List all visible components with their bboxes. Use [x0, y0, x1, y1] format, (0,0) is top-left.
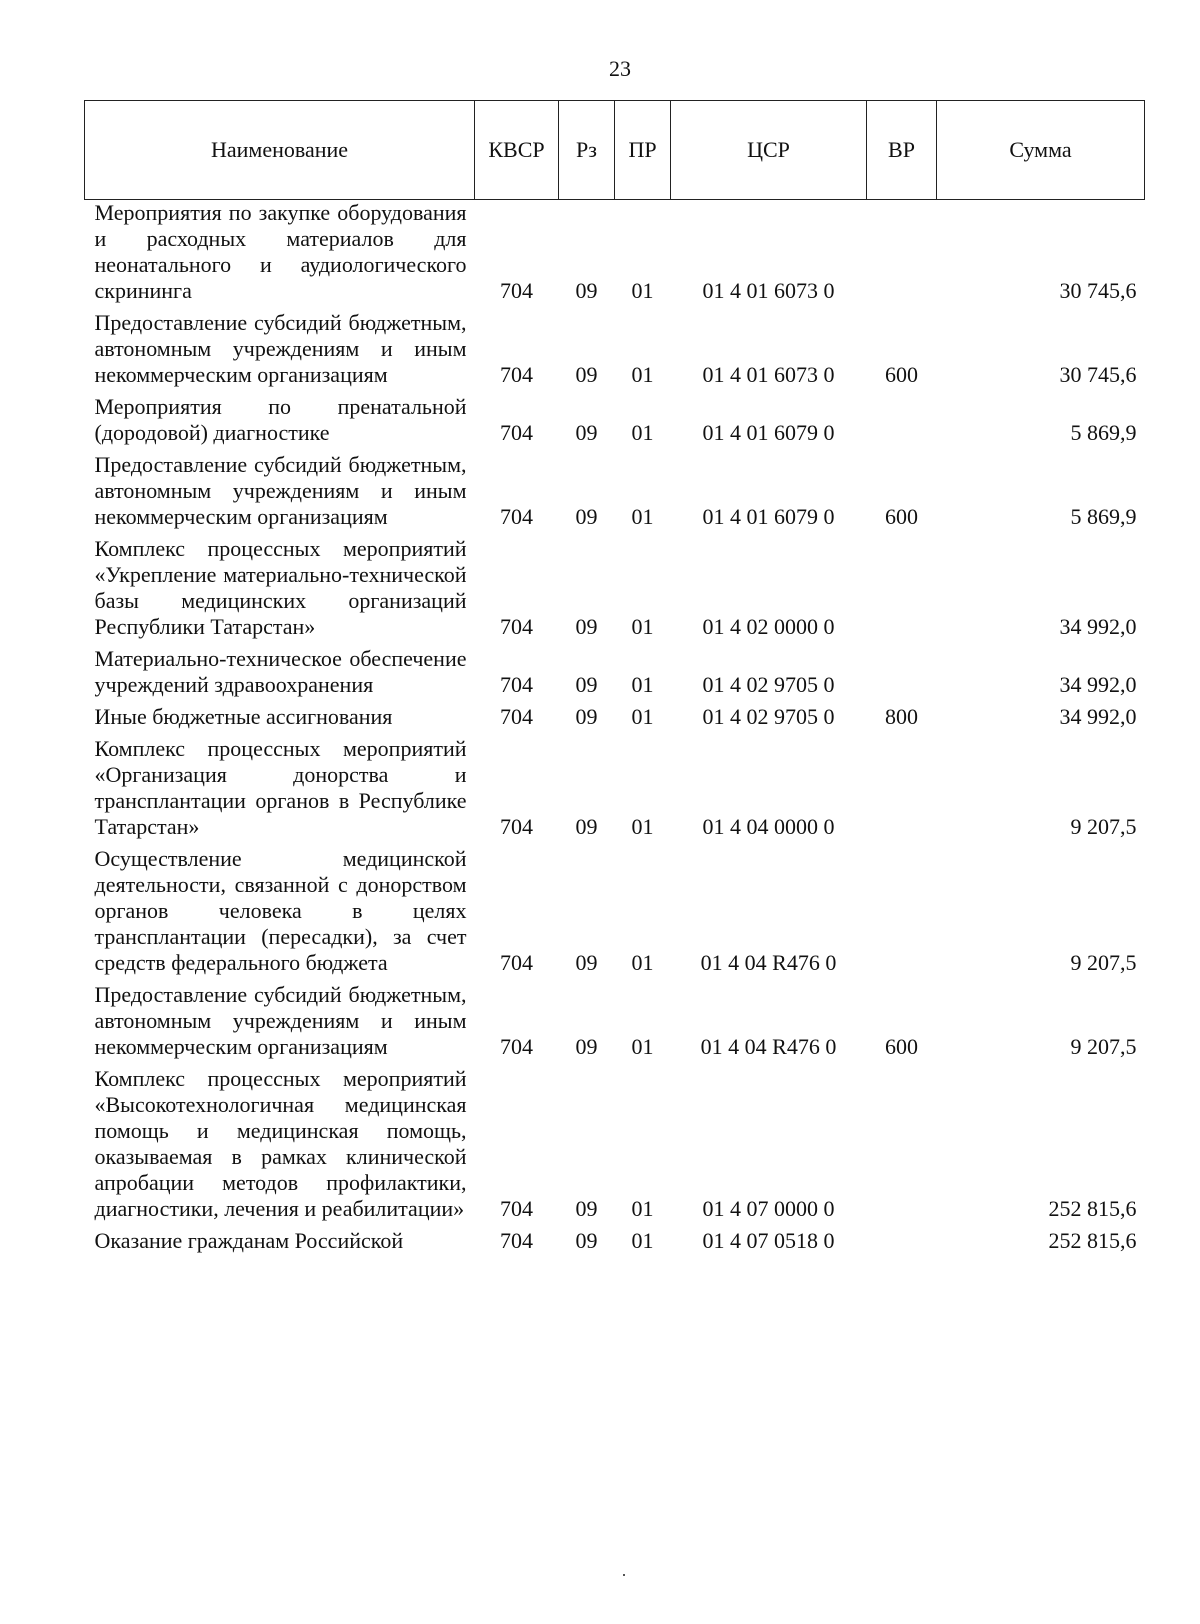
row-kvsr: 704: [500, 278, 533, 303]
table-header-row: [85, 101, 1145, 200]
row-kvsr: 704: [500, 704, 533, 729]
row-pr: 01: [631, 1228, 654, 1253]
row-csr: 01 4 07 0518 0: [702, 1228, 835, 1253]
row-csr: 01 4 02 9705 0: [702, 672, 835, 697]
header-rz: Рз: [559, 101, 615, 200]
row-rz: 09: [575, 1034, 598, 1059]
row-csr: 01 4 01 6073 0: [702, 278, 835, 303]
row-vr: [867, 846, 937, 982]
row-csr: 01 4 02 0000 0: [702, 614, 835, 639]
row-sum: 9 207,5: [1070, 814, 1137, 839]
row-vr: [867, 200, 937, 311]
row-pr: 01: [631, 950, 654, 975]
row-name: Оказание гражданам Российской: [94, 1228, 404, 1253]
row-vr: [867, 394, 937, 452]
table-row: [85, 310, 1145, 394]
row-kvsr: 704: [500, 1034, 533, 1059]
row-kvsr: 704: [500, 1228, 533, 1253]
row-vr: [867, 536, 937, 646]
row-vr: [867, 736, 937, 846]
row-sum: 34 992,0: [1059, 614, 1137, 639]
row-vr: [867, 646, 937, 704]
row-name: Комплекс процессных мероприятий «Высокотехнологичная медицинская помощь и медицинская помощь, оказываемая в рамках клинической апробации методов профилактики, диагностики, лечения и реабилитации»: [94, 1066, 467, 1221]
row-pr: 01: [631, 1196, 654, 1221]
row-csr: 01 4 07 0000 0: [702, 1196, 835, 1221]
row-kvsr: 704: [500, 814, 533, 839]
row-sum: 30 745,6: [1059, 278, 1137, 303]
row-pr: 01: [631, 504, 654, 529]
row-csr: 01 4 01 6073 0: [702, 362, 835, 387]
row-sum: 5 869,9: [1070, 504, 1137, 529]
row-name: Предоставление субсидий бюджетным, автономным учреждениям и иным некоммерческим организациям: [94, 452, 467, 529]
row-vr: [867, 1228, 937, 1260]
row-name: Осуществление медицинской деятельности, связанной с донорством органов человека в целях трансплантации (пересадки), за счет средств федерального бюджета: [94, 846, 467, 975]
row-sum: 252 815,6: [1048, 1196, 1137, 1221]
row-sum: 30 745,6: [1059, 362, 1137, 387]
row-csr: 01 4 02 9705 0: [702, 704, 835, 729]
row-rz: 09: [575, 950, 598, 975]
row-name: Мероприятия по пренатальной (дородовой) диагностике: [94, 394, 467, 445]
row-name: Предоставление субсидий бюджетным, автономным учреждениям и иным некоммерческим организациям: [94, 310, 467, 387]
row-sum: 9 207,5: [1070, 950, 1137, 975]
header-kvsr: КВСР: [475, 101, 559, 200]
row-name: Иные бюджетные ассигнования: [94, 704, 393, 729]
scan-speck: [623, 1574, 625, 1576]
row-csr: 01 4 01 6079 0: [702, 504, 835, 529]
row-name: Мероприятия по закупке оборудования и расходных материалов для неонатального и аудиологического скрининга: [94, 200, 467, 303]
row-vr: 600: [885, 1034, 918, 1059]
row-pr: 01: [631, 814, 654, 839]
row-rz: 09: [575, 672, 598, 697]
table-row: [85, 200, 1145, 311]
header-csr: ЦСР: [671, 101, 867, 200]
row-name: Предоставление субсидий бюджетным, автономным учреждениям и иным некоммерческим организациям: [94, 982, 467, 1059]
row-vr: 600: [885, 362, 918, 387]
row-sum: 9 207,5: [1070, 1034, 1137, 1059]
table-row: [85, 1228, 1145, 1260]
row-pr: 01: [631, 362, 654, 387]
page-number: 23: [609, 56, 631, 81]
row-pr: 01: [631, 1034, 654, 1059]
table-row: [85, 536, 1145, 646]
row-kvsr: 704: [500, 672, 533, 697]
row-rz: 09: [575, 362, 598, 387]
row-pr: 01: [631, 704, 654, 729]
table-row: [85, 982, 1145, 1066]
row-vr: [867, 1066, 937, 1228]
row-rz: 09: [575, 504, 598, 529]
row-rz: 09: [575, 1228, 598, 1253]
row-vr: 800: [885, 704, 918, 729]
row-name: Комплекс процессных мероприятий «Организация донорства и трансплантации органов в Республике Татарстан»: [94, 736, 467, 839]
header-pr: ПР: [615, 101, 671, 200]
row-pr: 01: [631, 278, 654, 303]
table-row: [85, 646, 1145, 704]
row-kvsr: 704: [500, 614, 533, 639]
header-sum: Сумма: [937, 101, 1145, 200]
row-csr: 01 4 04 R476 0: [700, 950, 837, 975]
row-name: Комплекс процессных мероприятий «Укрепление материально-технической базы медицинских организаций Республики Татарстан»: [94, 536, 467, 639]
row-sum: 34 992,0: [1059, 704, 1137, 729]
row-rz: 09: [575, 420, 598, 445]
row-csr: 01 4 01 6079 0: [702, 420, 835, 445]
row-kvsr: 704: [500, 362, 533, 387]
row-rz: 09: [575, 278, 598, 303]
table-row: [85, 704, 1145, 736]
row-vr: 600: [885, 504, 918, 529]
table-row: [85, 394, 1145, 452]
row-rz: 09: [575, 614, 598, 639]
row-rz: 09: [575, 814, 598, 839]
row-rz: 09: [575, 1196, 598, 1221]
row-rz: 09: [575, 704, 598, 729]
table-row: [85, 452, 1145, 536]
row-csr: 01 4 04 0000 0: [702, 814, 835, 839]
table-row: [85, 736, 1145, 846]
table-row: [85, 1066, 1145, 1228]
row-kvsr: 704: [500, 950, 533, 975]
budget-table: [84, 100, 1145, 1260]
table-row: [85, 846, 1145, 982]
row-sum: 5 869,9: [1070, 420, 1137, 445]
row-name: Материально-техническое обеспечение учреждений здравоохранения: [94, 646, 467, 697]
row-kvsr: 704: [500, 504, 533, 529]
row-pr: 01: [631, 672, 654, 697]
row-kvsr: 704: [500, 1196, 533, 1221]
header-name: Наименование: [85, 101, 475, 200]
row-pr: 01: [631, 420, 654, 445]
row-sum: 34 992,0: [1059, 672, 1137, 697]
row-sum: 252 815,6: [1048, 1228, 1137, 1253]
row-csr: 01 4 04 R476 0: [700, 1034, 837, 1059]
row-kvsr: 704: [500, 420, 533, 445]
row-pr: 01: [631, 614, 654, 639]
header-vr: ВР: [867, 101, 937, 200]
